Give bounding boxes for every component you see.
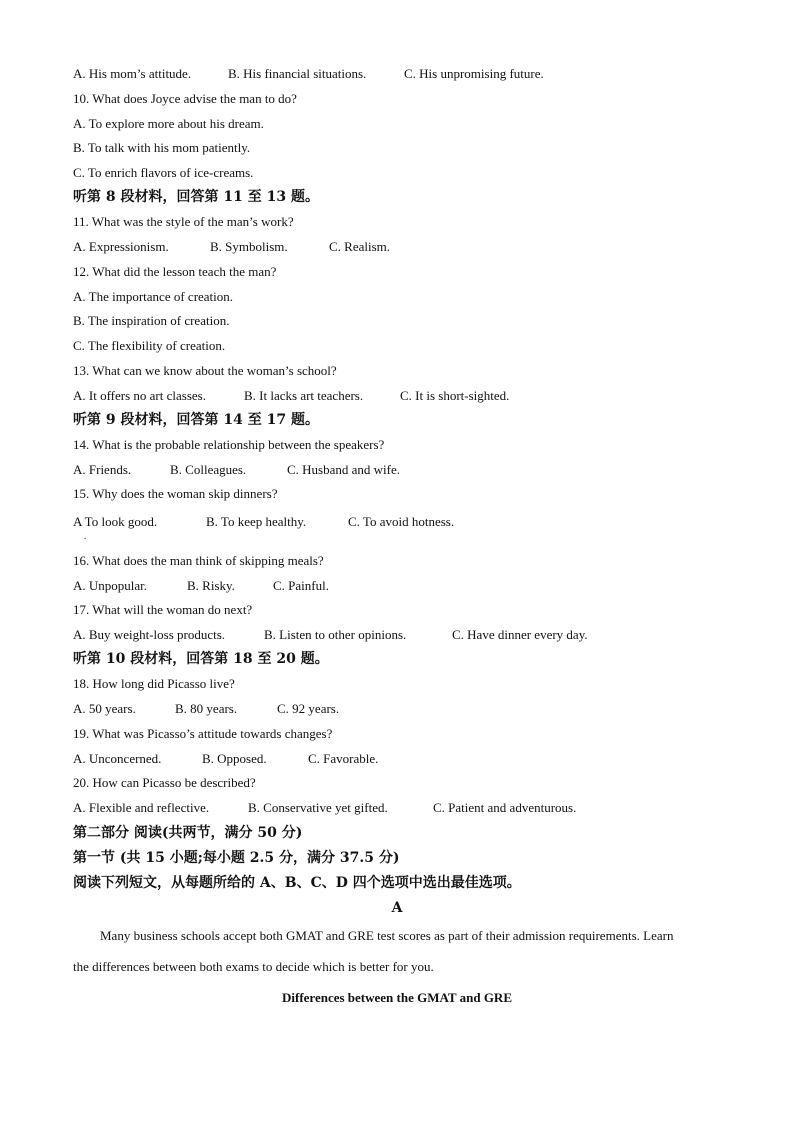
q14-option-a: A. Friends. [73,462,132,477]
stray-mark: . [84,531,87,541]
q18-option-a: A. 50 years. [73,701,136,716]
q11-option-c: C. Realism. [329,239,391,254]
q17-option-a: A. Buy weight-loss products. [73,627,226,642]
q11-option-b: B. Symbolism. [210,239,288,254]
passage-letter: A [391,900,403,916]
q14-question: 14. What is the probable relationship between the speakers? [73,437,385,452]
q14-options [73,462,400,478]
q12-question: 12. What did the lesson teach the man? [73,264,277,279]
q16-option-c: C. Painful. [273,578,329,593]
section-8-header: 听第 8 段材料，回答第 11 至 13 题。 [73,189,319,205]
q9-option-a: A. His mom’s attitude. [73,66,192,81]
q14-option-b: B. Colleagues. [170,462,247,477]
q13-option-b: B. It lacks art teachers. [244,388,364,403]
q18-question: 18. How long did Picasso live? [73,676,235,691]
q19-option-b: B. Opposed. [202,751,267,766]
q19-question: 19. What was Picasso’s attitude towards changes? [73,726,333,741]
q12-option-b: B. The inspiration of creation. [73,313,230,328]
q17-option-b: B. Listen to other opinions. [264,627,407,642]
q10-question: 10. What does Joyce advise the man to do? [73,91,297,106]
q11-options [73,239,390,255]
q16-options [73,578,329,594]
q16-question: 16. What does the man think of skipping meals? [73,553,324,568]
q13-question: 13. What can we know about the woman’s school? [73,363,337,378]
q11-option-a: A. Expressionism. [73,239,169,254]
q19-option-a: A. Unconcerned. [73,751,162,766]
q15-question: 15. Why does the woman skip dinners? [73,486,278,501]
q10-option-a: A. To explore more about his dream. [73,116,264,131]
q9-options [73,66,544,82]
section-9-header: 听第 9 段材料，回答第 14 至 17 题。 [73,412,319,428]
q19-option-c: C. Favorable. [308,751,379,766]
q15-option-c: C. To avoid hotness. [348,514,455,529]
passage-line-2: the differences between both exams to decide which is better for you. [73,959,434,974]
q13-option-c: C. It is short-sighted. [400,388,510,403]
q19-options [73,751,378,767]
q17-option-c: C. Have dinner every day. [452,627,588,642]
q15-option-b: B. To keep healthy. [206,514,307,529]
section-1-header: 第一节 (共 15 小题;每小题 2.5 分，满分 37.5 分) [73,850,400,866]
q13-options [73,388,509,404]
q12-option-c: C. The flexibility of creation. [73,338,226,353]
q20-option-c: C. Patient and adventurous. [433,800,577,815]
q18-option-c: C. 92 years. [277,701,340,716]
q16-option-b: B. Risky. [187,578,235,593]
q20-question: 20. How can Picasso be described? [73,775,256,790]
q11-question: 11. What was the style of the man’s work? [73,214,294,229]
q20-options [73,800,576,816]
q17-question: 17. What will the woman do next? [73,602,253,617]
q9-option-c: C. His unpromising future. [404,66,544,81]
q10-option-b: B. To talk with his mom patiently. [73,140,251,155]
reading-instruction: 阅读下列短文，从每题所给的 A、B、C、D 四个选项中选出最佳选项。 [73,875,521,891]
q18-options [73,701,339,717]
passage-title: Differences between the GMAT and GRE [281,990,512,1005]
q15-option-a: A To look good. [73,514,158,529]
q17-options [73,627,588,643]
q9-option-b: B. His financial situations. [228,66,367,81]
q16-option-a: A. Unpopular. [73,578,148,593]
passage-line-1: Many business schools accept both GMAT and GRE test scores as part of their admission requirements. Learn [100,928,674,943]
q12-option-a: A. The importance of creation. [73,289,234,304]
q14-option-c: C. Husband and wife. [287,462,401,477]
q18-option-b: B. 80 years. [175,701,238,716]
q20-option-a: A. Flexible and reflective. [73,800,210,815]
q13-option-a: A. It offers no art classes. [73,388,206,403]
q10-option-c: C. To enrich flavors of ice-creams. [73,165,254,180]
part-2-header: 第二部分 阅读(共两节，满分 50 分) [73,825,303,841]
section-10-header: 听第 10 段材料，回答第 18 至 20 题。 [73,651,329,667]
q20-option-b: B. Conservative yet gifted. [248,800,388,815]
q15-options [73,514,454,530]
